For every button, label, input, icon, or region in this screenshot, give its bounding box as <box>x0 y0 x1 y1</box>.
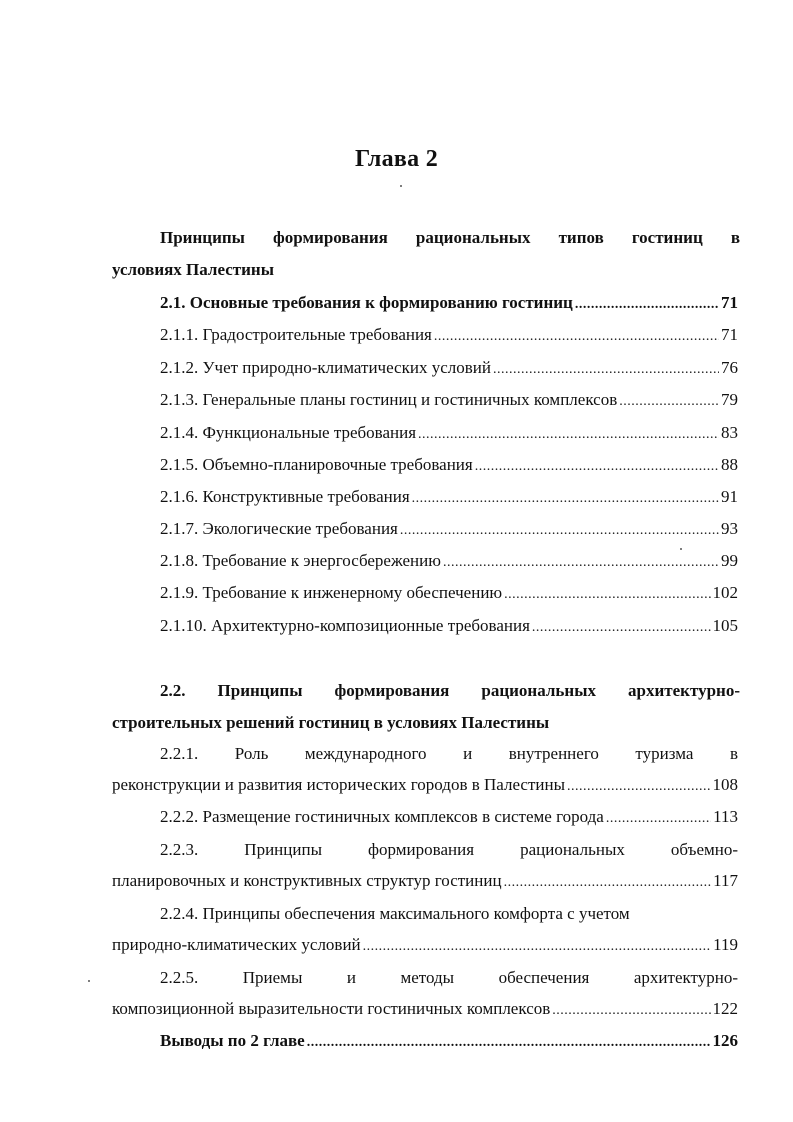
toc-page-number: 79 <box>721 390 738 409</box>
toc-entry-2-2-1[interactable] <box>112 773 738 797</box>
toc-page-number: 88 <box>721 455 738 474</box>
section-2-2-heading-line2: строительных решений гостиниц в условиях Палестины <box>112 713 550 732</box>
toc-label: 2.1.4. Функциональные требования <box>160 423 417 442</box>
toc-label: композиционной выразительности гостиничных комплексов <box>112 999 551 1018</box>
leader-dots <box>532 616 711 640</box>
toc-label: 2.1.3. Генеральные планы гостиниц и гостиничных комплексов <box>160 390 618 409</box>
toc-label: 2.1.5. Объемно-планировочные требования <box>160 455 473 474</box>
toc-entry-2-1-8[interactable] <box>112 549 738 573</box>
leader-dots <box>606 807 711 831</box>
toc-entry-2-2-3[interactable] <box>112 869 738 893</box>
toc-entry-2-2-3-line1[interactable]: 2.2.3. Принципы формирования рациональных объемно- <box>160 840 738 859</box>
chapter-heading-line2: условиях Палестины <box>112 260 274 279</box>
toc-label: 2.1.10. Архитектурно-композиционные требования <box>160 616 530 635</box>
toc-entry-2-2-4-line1[interactable] <box>112 902 738 926</box>
toc-page-number: 99 <box>721 551 738 570</box>
toc-label: планировочных и конструктивных структур гостиниц <box>112 871 502 890</box>
toc-entry-2-1[interactable] <box>112 291 738 315</box>
toc-page-number: 76 <box>721 358 738 377</box>
leader-dots <box>363 935 711 959</box>
toc-label: 2.1.7. Экологические требования <box>160 519 398 538</box>
toc-page-number: 83 <box>721 423 738 442</box>
toc-entry-2-2-2[interactable] <box>112 805 738 829</box>
toc-label: 2.1. Основные требования к формированию гостиниц <box>160 293 573 312</box>
toc-label: 2.2.4. Принципы обеспечения максимального комфорта с учетом <box>160 904 630 923</box>
leader-dots <box>307 1031 711 1055</box>
toc-page-number: 117 <box>713 871 738 890</box>
toc-entry-2-1-10[interactable] <box>112 614 738 638</box>
toc-label: Выводы по 2 главе <box>160 1031 305 1050</box>
toc-page-number: 126 <box>712 1031 738 1050</box>
scan-speck <box>400 185 402 187</box>
leader-dots <box>504 583 710 607</box>
toc-label: 2.1.9. Требование к инженерному обеспечению <box>160 583 503 602</box>
leader-dots <box>412 487 719 511</box>
section-2-2-heading <box>112 675 740 739</box>
toc-label: природно-климатических условий <box>112 935 361 954</box>
chapter-heading-line1: Принципы формирования рациональных типов гостиниц в <box>160 228 740 247</box>
toc-entry-2-1-4[interactable] <box>112 421 738 445</box>
toc-entry-2-2-5-line1[interactable]: 2.2.5. Приемы и методы обеспечения архитектурно- <box>160 968 738 987</box>
toc-page-number: 122 <box>712 999 738 1018</box>
toc-entry-2-2-5[interactable] <box>112 997 738 1021</box>
toc-page-number: 105 <box>712 616 738 635</box>
leader-dots <box>400 519 719 543</box>
toc-label: 2.1.8. Требование к энергосбережению <box>160 551 441 570</box>
toc-entry-conclusions[interactable] <box>112 1029 738 1053</box>
toc-page-number: 113 <box>713 807 738 826</box>
section-2-2-heading-line1: 2.2. Принципы формирования рациональных архитектурно- <box>160 681 740 700</box>
toc-entry-2-1-1[interactable] <box>112 323 738 347</box>
toc-label: 2.2.2. Размещение гостиничных комплексов в системе города <box>160 807 604 826</box>
leader-dots <box>619 390 719 414</box>
toc-page-number: 108 <box>712 775 738 794</box>
chapter-heading <box>112 222 740 286</box>
toc-page-number: 91 <box>721 487 738 506</box>
leader-dots <box>443 551 719 575</box>
toc-label: 2.1.6. Конструктивные требования <box>160 487 410 506</box>
toc-page-number: 119 <box>713 935 738 954</box>
toc-page-number: 71 <box>721 293 738 312</box>
toc-entry-2-1-6[interactable] <box>112 485 738 509</box>
toc-page-number: 93 <box>721 519 738 538</box>
leader-dots <box>434 325 719 349</box>
leader-dots <box>418 423 719 447</box>
toc-page-number: 102 <box>712 583 738 602</box>
toc-entry-2-1-5[interactable] <box>112 453 738 477</box>
scan-speck <box>88 980 90 982</box>
toc-entry-2-1-7[interactable] <box>112 517 738 541</box>
leader-dots <box>475 455 719 479</box>
toc-entry-2-1-2[interactable] <box>112 356 738 380</box>
leader-dots <box>504 871 712 895</box>
toc-label: 2.1.1. Градостроительные требования <box>160 325 432 344</box>
leader-dots <box>567 775 710 799</box>
toc-label: реконструкции и развития исторических городов в Палестины <box>112 775 566 794</box>
toc-entry-2-1-3[interactable] <box>112 388 738 412</box>
toc-page-number: 71 <box>721 325 738 344</box>
toc-label: 2.1.2. Учет природно-климатических условий <box>160 358 491 377</box>
toc-entry-2-2-4[interactable] <box>112 933 738 957</box>
leader-dots <box>552 999 710 1023</box>
toc-entry-2-1-9[interactable] <box>112 581 738 605</box>
leader-dots <box>493 358 719 382</box>
scan-speck <box>680 548 682 550</box>
toc-entry-2-2-1-line1[interactable]: 2.2.1. Роль международного и внутреннего туризма в <box>160 744 738 763</box>
leader-dots <box>575 293 719 317</box>
chapter-title: Глава 2 <box>354 146 439 172</box>
